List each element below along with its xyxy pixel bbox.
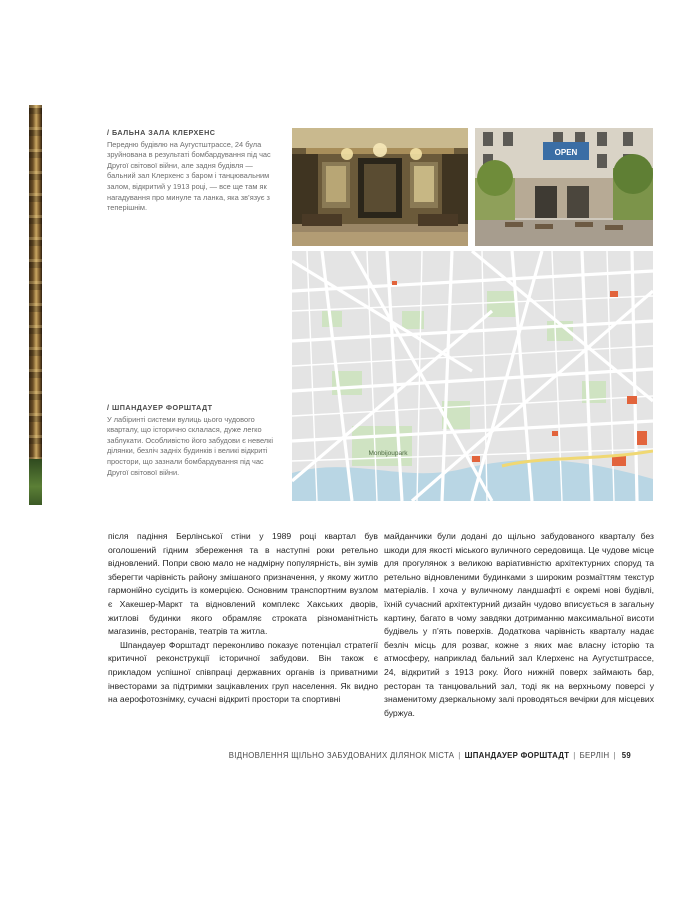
street-photo-banner-text: OPEN <box>554 148 578 157</box>
caption-spandauer-title: / ШПАНДАУЕР ФОРШТАДТ <box>107 403 213 412</box>
caption-spandauer-text: У лабіринті системи вулиць цього чудового кварталу, що історично склалася, дуже легко заблукати. Особливістю його забудови є невелкі ділянки, безліч задніх будинків і великі відкриті простори, що зазнали бомбардування під час Другої світової війни. <box>107 414 273 477</box>
neighbourhood-map <box>292 251 653 501</box>
footer-city: БЕРЛІН <box>579 751 610 760</box>
page-number: 59 <box>621 751 631 760</box>
body-column-right <box>384 530 654 720</box>
caption-spandauer <box>107 403 283 478</box>
footer-chapter: ВІДНОВЛЕННЯ ЩІЛЬНО ЗАБУДОВАНИХ ДІЛЯНОК МІСТА <box>228 751 455 760</box>
footer-section: ШПАНДАУЕР ФОРШТАДТ <box>464 751 570 760</box>
body-left-paragraph-2: Шпандауер Форштадт переконливо показує потенціал стратегії критичної реконструкції історичної забудови. Він також є прикладом успішної співпраці державних органів із приватними інвесторами за підтримки зацікавлених груп населення. Як видно на аерофотознімку, сучасні відкриті простори та спортивні <box>108 639 378 705</box>
map-park-label: Monbijoupark <box>368 450 408 457</box>
street-courtyard-photo <box>475 128 653 246</box>
adjacent-page-photo-strip <box>29 105 42 505</box>
caption-ballroom-title: / БАЛЬНА ЗАЛА КЛЕРХЕНС <box>107 128 216 137</box>
body-left-paragraph-1: після падіння Берлінської стіни у 1989 році квартал був оголошений гідним збереження та в наступні роки ретельно відновлений. Попри свою мало не надмірну популярність, він зумів зберегти чарівність району змішаного призначення, у якому житло гармонійно сусідить із комерцією. Основним транспортним вузлом є Хакешер-Маркт та відновлений комплекс Хакських дворів, житлові будинки якого обрамляє строката різноманітність магазинів, ресторанів, театрів та житла. <box>108 531 378 637</box>
running-footer: ВІДНОВЛЕННЯ ЩІЛЬНО ЗАБУДОВАНИХ ДІЛЯНОК МІСТА | ШПАНДАУЕР ФОРШТАДТ | БЕРЛІН | 59 <box>228 751 631 760</box>
ballroom-photo <box>292 128 468 246</box>
caption-ballroom <box>107 128 283 214</box>
caption-ballroom-text: Передню будівлю на Аугустштрассе, 24 була зруйнована в результаті бомбардування під час Другої світової війни, але задня будівля — бальний зал Клерхенс з баром і танцювальним залом, відкритий у 1913 році, — все ще там як нагадування про минуле та ланка, яка зв’язує з теперішнім. <box>107 139 271 213</box>
body-right-paragraph-1: майданчики були додані до щільно забудованого кварталу без шкоди для якості міського вуличного середовища. Це чудове місце для прогулянок з великою варіативністю архітектурних споруд та ретельно відновленими будинками з широким розмаїттям текстур матеріалів. І хоча у вуличному ландшафті є окремі нові будівлі, їхній сучасний архітектурний дизайн чудово вписується в загальну картину, багато в чому завдяки дотриманню максимальної висоти будівель у п’ять поверхів. Додаткова чарівність кварталу надає безліч місць для розваг, кожне з яких має власну історію та атмосферу, наприклад бальний зал Клерхенс на Аугустштрассе, 24, відкритий з 1913 року. Його нижній поверх займають бар, ресторан та танцювальний зал, тоді як на верхньому поверсі у знаменитому дзеркальному залі проводяться вечірки для місцевих буржуа. <box>384 531 654 718</box>
body-column-left <box>108 530 378 707</box>
